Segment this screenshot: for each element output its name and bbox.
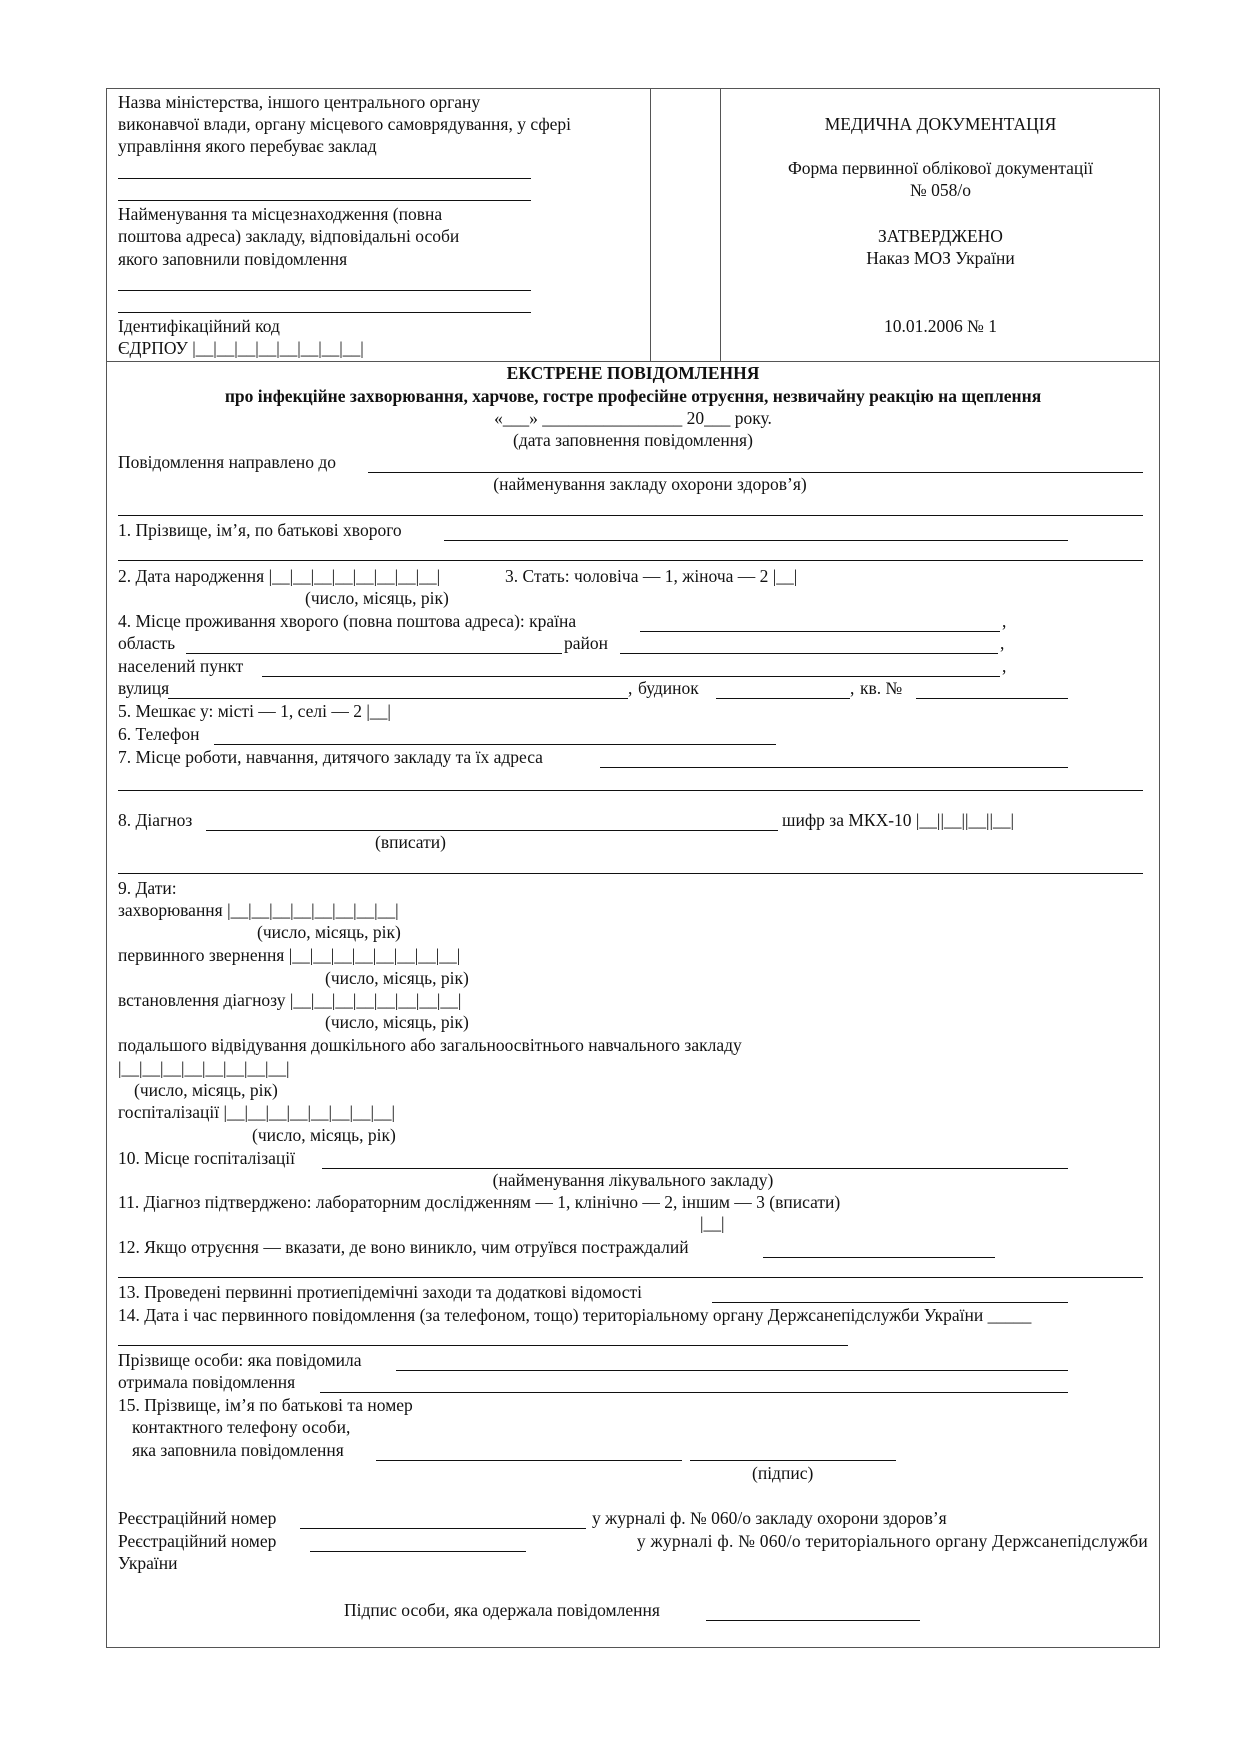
diagnosis-field[interactable] [206,830,778,831]
medical-doc-label: МЕДИЧНА ДОКУМЕНТАЦІЯ [824,114,1057,134]
filler-label-2: контактного телефону особи, [132,1417,351,1437]
ministry-label-3: управління якого перебуває заклад [118,136,377,156]
residence-label: 4. Місце проживання хворого (повна поштова адреса): країна [118,611,577,631]
form-number: № 058/о [910,180,971,200]
registration-journal-1: у журналі ф. № 060/о закладу охорони здоров’я [592,1508,947,1528]
registration-label-1: Реєстраційний номер [118,1508,277,1528]
registration-number-field-2[interactable] [310,1551,526,1552]
poisoning-extra-line[interactable] [118,1277,1143,1278]
first-visit-date-field[interactable]: первинного звернення |__|__|__|__|__|__|__|__| [118,945,461,965]
order-date: 10.01.2006 № 1 [884,316,997,336]
diagnosis-caption: (вписати) [375,832,446,852]
filler-signature-field[interactable] [690,1460,896,1461]
fill-date-field[interactable]: «___» ________________ 20___ року. [494,408,772,428]
icd10-code-field[interactable]: шифр за МКХ-10 |__||__||__||__| [782,810,1014,830]
institution-line-1[interactable] [118,290,531,291]
disease-date-field[interactable]: захворювання |__|__|__|__|__|__|__|__| [118,900,399,920]
reporter-label: Прізвище особи: яка повідомила [118,1350,362,1370]
comma-1: , [1002,611,1007,631]
ministry-label-1: Назва міністерства, іншого центрального органу [118,92,481,112]
patient-name-label: 1. Прізвище, ім’я, по батькові хворого [118,520,402,540]
header-divider-left [650,88,651,362]
sent-to-extra-line[interactable] [118,515,1143,516]
filler-name-field[interactable] [376,1460,682,1461]
sent-to-label: Повідомлення направлено до [118,452,337,472]
registration-journal-2: у журналі ф. № 060/о територіального органу Держсанепідслужби [636,1531,1148,1551]
comma-3: , [1002,656,1007,676]
country-field[interactable] [640,631,1000,632]
first-visit-date-caption: (число, місяць, рік) [325,968,469,988]
school-attendance-caption: (число, місяць, рік) [134,1080,278,1100]
edrpou-boxes[interactable]: ЄДРПОУ |__|__|__|__|__|__|__|__| [118,338,364,358]
filler-label-3: яка заповнила повідомлення [132,1440,344,1460]
sex-field[interactable]: 3. Стать: чоловіча — 1, жіноча — 2 |__| [505,566,798,586]
apt-label: кв. № [860,678,903,698]
street-label: вулиця [118,678,170,698]
hospital-label: 10. Місце госпіталізації [118,1148,296,1168]
house-label: будинок [638,678,699,698]
receiver-field[interactable] [320,1392,1068,1393]
region-label: область [118,633,176,653]
recipient-signature-label: Підпис особи, яка одержала повідомлення [344,1600,660,1620]
workplace-label: 7. Місце роботи, навчання, дитячого закладу та їх адреса [118,747,543,767]
residence-type-field[interactable]: 5. Мешкає у: місті — 1, селі — 2 |__| [118,701,391,721]
registration-number-field-1[interactable] [300,1528,586,1529]
hospital-field[interactable] [322,1168,1068,1169]
phone-label: 6. Телефон [118,724,200,744]
registration-journal-2-cont: України [118,1553,178,1573]
id-code-label: Ідентифікаційний код [118,316,280,336]
page-subtitle: про інфекційне захворювання, харчове, гостре професійне отруєння, незвичайну реакцію на щеплення [224,386,1042,406]
sent-to-caption: (найменування закладу охорони здоров’я) [493,474,807,494]
confirmation-box[interactable]: |__| [700,1213,725,1233]
ministry-line-2[interactable] [118,200,531,201]
diagnosis-date-caption: (число, місяць, рік) [325,1012,469,1032]
institution-label-2: поштова адреса) закладу, відповідальні особи [118,226,460,246]
region-field[interactable] [186,653,562,654]
workplace-field[interactable] [600,767,1068,768]
institution-line-2[interactable] [118,312,531,313]
registration-label-2: Реєстраційний номер [118,1531,277,1551]
header-bottom-line [106,361,1160,362]
comma-2: , [1000,633,1005,653]
school-attendance-date-field[interactable]: |__|__|__|__|__|__|__|__| [118,1058,290,1078]
hospitalization-date-caption: (число, місяць, рік) [252,1125,396,1145]
diagnosis-date-field[interactable]: встановлення діагнозу |__|__|__|__|__|__|__|__| [118,990,462,1010]
house-field[interactable] [716,698,850,699]
receiver-label: отримала повідомлення [118,1372,296,1392]
poisoning-field[interactable] [763,1257,995,1258]
recipient-signature-field[interactable] [706,1620,920,1621]
birth-date-field[interactable]: 2. Дата народження |__|__|__|__|__|__|__|__| [118,566,441,586]
institution-label-3: якого заповнили повідомлення [118,249,348,269]
dates-label: 9. Дати: [118,878,177,898]
phone-field[interactable] [214,744,776,745]
institution-label-1: Найменування та місцезнаходження (повна [118,204,443,224]
first-report-field[interactable] [118,1345,848,1346]
fill-date-caption: (дата заповнення повідомлення) [513,430,753,450]
filler-label-1: 15. Прізвище, ім’я по батькові та номер [118,1395,413,1415]
disease-date-caption: (число, місяць, рік) [257,922,401,942]
street-field[interactable] [168,698,628,699]
measures-label: 13. Проведені первинні протиепідемічні заходи та додаткові відомості [118,1282,643,1302]
order-label: Наказ МОЗ України [866,248,1015,268]
diagnosis-label: 8. Діагноз [118,810,193,830]
ministry-line-1[interactable] [118,178,531,179]
approved-label: ЗАТВЕРДЖЕНО [878,226,1003,246]
workplace-extra-line[interactable] [118,790,1143,791]
district-label: район [564,633,608,653]
diagnosis-extra-line[interactable] [118,873,1143,874]
sent-to-field[interactable] [368,472,1143,473]
locality-field[interactable] [262,676,1000,677]
comma-5: , [850,678,855,698]
school-attendance-label: подальшого відвідування дошкільного або загальноосвітнього навчального закладу [118,1035,742,1055]
form-type-label: Форма первинної облікової документації [787,158,1094,178]
hospital-caption: (найменування лікувального закладу) [492,1170,774,1190]
locality-label: населений пункт [118,656,244,676]
poisoning-label: 12. Якщо отруєння — вказати, де воно виникло, чим отруївся постраждалий [118,1237,689,1257]
first-report-label: 14. Дата і час первинного повідомлення (за телефоном, тощо) територіальному органу Держсанепідслужби України _____ [118,1305,1032,1325]
reporter-field[interactable] [396,1370,1068,1371]
patient-name-field[interactable] [444,540,1068,541]
measures-field[interactable] [712,1302,1068,1303]
ministry-label-2: виконавчої влади, органу місцевого самоврядування, у сфері [118,114,572,134]
birth-date-caption: (число, місяць, рік) [305,588,449,608]
comma-4: , [628,678,633,698]
page-title: ЕКСТРЕНЕ ПОВІДОМЛЕННЯ [506,363,760,383]
apt-field[interactable] [916,698,1068,699]
hospitalization-date-field[interactable]: госпіталізації |__|__|__|__|__|__|__|__| [118,1102,395,1122]
confirmation-label: 11. Діагноз підтверджено: лабораторним дослідженням — 1, клінічно — 2, іншим — 3 (вписати) [118,1192,841,1212]
district-field[interactable] [620,653,998,654]
patient-name-extra-line[interactable] [118,560,1143,561]
signature-caption: (підпис) [752,1463,814,1483]
